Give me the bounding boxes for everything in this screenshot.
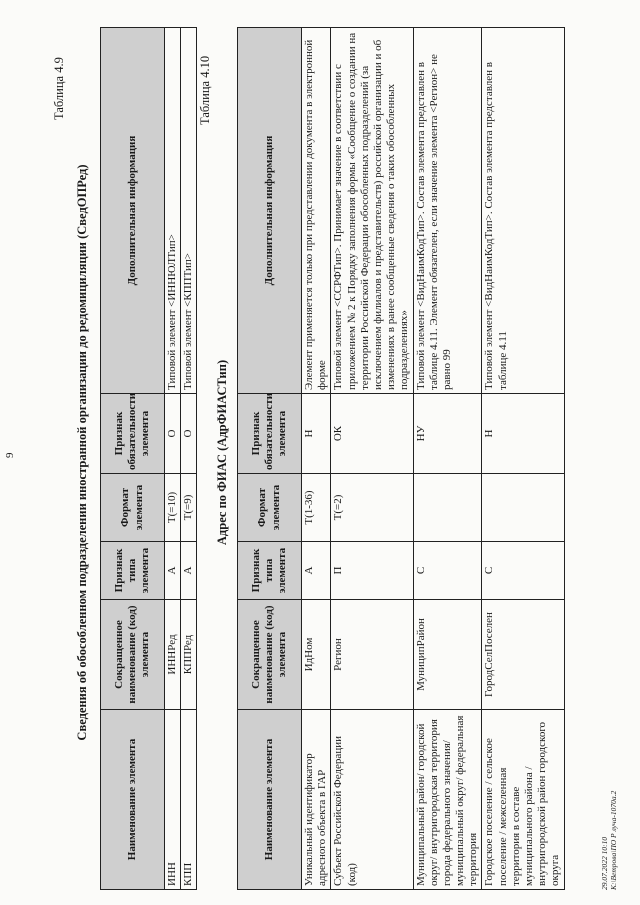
column-header: Дополнительная информация <box>101 28 165 394</box>
table-cell: Регион <box>331 600 413 710</box>
column-header: Сокращенное наименование (код) элемента <box>101 600 165 710</box>
table-4-10-title: Адрес по ФИАС (АдрФИАСТип) <box>215 359 229 546</box>
table-row <box>413 28 482 890</box>
column-header: Наименование элемента <box>101 710 165 890</box>
table-cell: Типовой элемент <ССРФТип>. Принимает значение в соответствии с приложением № 2 к Порядку заполнения формы «Сообщение о создании на территории Российской Федерации обособленных подразделений (за исключением филиалов и представительств) российской организации и об изменениях в ранее сообщенные сведения о таких обособленных подразделениях» <box>331 28 413 394</box>
table-cell: ОК <box>331 394 413 474</box>
table-row <box>181 28 197 890</box>
table-cell: С <box>482 542 564 600</box>
table-cell: T(1-36) <box>302 474 331 542</box>
table-cell: А <box>302 542 331 600</box>
table-cell: ГородСелПоселен <box>482 600 564 710</box>
table-cell: ИдНом <box>302 600 331 710</box>
table-cell: T(=9) <box>181 474 197 542</box>
table-cell: Типовой элемент <ВидНаимКодТип>. Состав элемента представлен в таблице 4.11 <box>482 28 564 394</box>
table-cell: Субъект Российской Федерации (код) <box>331 710 413 890</box>
table-cell: Уникальный идентификатор адресного объекта в ГАР <box>302 710 331 890</box>
page-number: 9 <box>4 452 16 458</box>
table-header-row <box>101 28 165 890</box>
column-header: Наименование элемента <box>238 710 302 890</box>
table-row <box>331 28 413 890</box>
table-cell: Городское поселение / сельское поселение / межселенная территория в составе муниципального района / внутригородской район городского округа <box>482 710 564 890</box>
table-row <box>165 28 181 890</box>
table-row <box>482 28 564 890</box>
footer-timestamp: 29.07.2022 10:10 <box>600 836 609 890</box>
table-cell: ИННРед <box>165 600 181 710</box>
column-header: Признак обязательности элемента <box>101 394 165 474</box>
column-header: Сокращенное наименование (код) элемента <box>238 600 302 710</box>
footer-note <box>600 791 619 890</box>
table-cell: П <box>331 542 413 600</box>
table-4-9 <box>100 27 197 890</box>
table-cell: Типовой элемент <ИННЮЛТип> <box>165 28 181 394</box>
column-header: Признак типа элемента <box>238 542 302 600</box>
table-cell: А <box>165 542 181 600</box>
column-header: Дополнительная информация <box>238 28 302 394</box>
table-cell: О <box>165 394 181 474</box>
column-header: Формат элемента <box>101 474 165 542</box>
column-header: Формат элемента <box>238 474 302 542</box>
table-cell: Н <box>302 394 331 474</box>
table-cell: T(=2) <box>331 474 413 542</box>
table-4-9-title: Сведения об обособленном подразделении иностранной организации до редомициляции (СведОПРед) <box>75 164 89 741</box>
table-cell: T(=10) <box>165 474 181 542</box>
table-cell: А <box>181 542 197 600</box>
table-cell: НУ <box>413 394 482 474</box>
table-cell: Типовой элемент <ВидНаимКодТип>. Состав элемента представлен в таблице 4.11. Элемент обязателен, если значение элемента <Регион> не равно 99 <box>413 28 482 394</box>
table-cell: С <box>413 542 482 600</box>
table-4-10-label: Таблица 4.10 <box>198 55 212 125</box>
table-cell: Типовой элемент <КППТип> <box>181 28 197 394</box>
footer-filepath: К:\Ветрова\ПО Р луча-1070а.2 <box>609 790 619 890</box>
table-cell: Муниципальный район/ городской округ/ внутригородская территория города федерального значения/ муниципальный округ/ федеральная территория <box>413 710 482 890</box>
table-cell: О <box>181 394 197 474</box>
column-header: Признак обязательности элемента <box>238 394 302 474</box>
table-cell <box>413 474 482 542</box>
table-cell: ИНН <box>165 710 181 890</box>
table-4-9-label: Таблица 4.9 <box>52 57 66 120</box>
table-4-10 <box>237 27 565 890</box>
column-header: Признак типа элемента <box>101 542 165 600</box>
table-cell: КППРед <box>181 600 197 710</box>
table-cell: Элемент применяется только при представлении документа в электронной форме <box>302 28 331 394</box>
table-cell: КПП <box>181 710 197 890</box>
table-header-row <box>238 28 302 890</box>
table-cell: МуниципРайон <box>413 600 482 710</box>
table-row <box>302 28 331 890</box>
table-cell <box>482 474 564 542</box>
table-cell: Н <box>482 394 564 474</box>
